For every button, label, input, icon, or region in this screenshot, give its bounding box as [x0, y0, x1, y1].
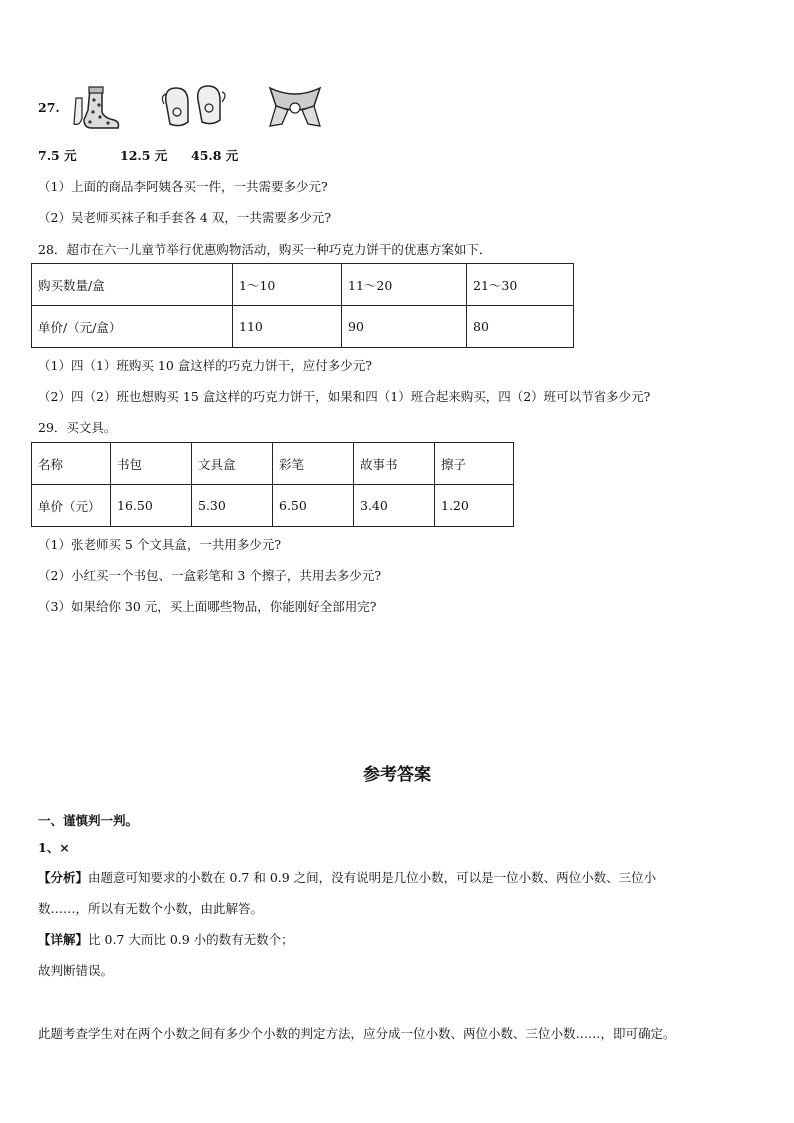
table-cell: 彩笔 — [273, 443, 354, 485]
price-socks: 7.5 元 — [38, 148, 77, 163]
table-cell: 名称 — [32, 443, 111, 485]
q29-price-table — [31, 442, 514, 527]
q28-price-table — [31, 263, 574, 348]
question-number-27: 27. — [38, 100, 60, 115]
table-cell: 5.30 — [192, 485, 273, 527]
table-cell: 6.50 — [273, 485, 354, 527]
q28-sub2: （2）四（2）班也想购买 15 盒这样的巧克力饼干，如果和四（1）班合起来购买，四（2）班可以节省多少元? — [38, 389, 651, 404]
table-cell: 80 — [467, 306, 574, 348]
detail-text: 比 0.7 大而比 0.9 小的数有无数个； — [88, 932, 294, 947]
answers-section-1: 一、谨慎判一判。 — [38, 813, 139, 828]
conclusion-text: 故判断错误。 — [38, 963, 114, 978]
table-row — [32, 264, 574, 306]
q29-title: 29．买文具。 — [38, 420, 117, 435]
table-row — [32, 443, 514, 485]
table-row — [32, 485, 514, 527]
analysis-text: 由题意可知要求的小数在 0.7 和 0.9 之间，没有说明是几位小数，可以是一位小数、两位小数、三位小 — [88, 870, 657, 885]
detail-paragraph — [38, 930, 294, 948]
table-cell: 擦子 — [435, 443, 514, 485]
table-cell: 110 — [233, 306, 342, 348]
table-cell: 单价/（元/盒） — [32, 306, 233, 348]
scarf-icon — [264, 80, 326, 132]
price-scarf: 45.8 元 — [191, 148, 239, 163]
table-cell: 故事书 — [354, 443, 435, 485]
table-row — [32, 306, 574, 348]
analysis-text-cont: 数……，所以有无数个小数，由此解答。 — [38, 901, 264, 916]
table-cell: 11～20 — [342, 264, 467, 306]
answers-heading: 参考答案 — [363, 765, 431, 785]
table-cell: 1～10 — [233, 264, 342, 306]
table-cell: 21～30 — [467, 264, 574, 306]
table-cell: 3.40 — [354, 485, 435, 527]
analysis-paragraph — [38, 868, 656, 886]
table-cell: 书包 — [111, 443, 192, 485]
q29-sub3: （3）如果给你 30 元，买上面哪些物品，你能刚好全部用完? — [38, 599, 377, 614]
table-cell: 1.20 — [435, 485, 514, 527]
answer-item-1: 1、× — [38, 840, 70, 855]
table-cell: 购买数量/盒 — [32, 264, 233, 306]
q27-sub1: （1）上面的商品李阿姨各买一件，一共需要多少元? — [38, 179, 328, 194]
summary-text: 此题考查学生对在两个小数之间有多少个小数的判定方法，应分成一位小数、两位小数、三位小数……，即可确定。 — [38, 1026, 676, 1041]
q29-sub1: （1）张老师买 5 个文具盒，一共用多少元? — [38, 537, 282, 552]
table-cell: 文具盒 — [192, 443, 273, 485]
q29-sub2: （2）小红买一个书包、一盒彩笔和 3 个擦子，共用去多少元? — [38, 568, 382, 583]
table-cell: 90 — [342, 306, 467, 348]
table-cell: 16.50 — [111, 485, 192, 527]
q28-title: 28．超市在六一儿童节举行优惠购物活动，购买一种巧克力饼干的优惠方案如下． — [38, 242, 492, 257]
socks-icon — [68, 84, 124, 132]
q28-sub1: （1）四（1）班购买 10 盒这样的巧克力饼干，应付多少元? — [38, 358, 372, 373]
analysis-label: 【分析】 — [38, 870, 89, 885]
price-mittens: 12.5 元 — [120, 148, 168, 163]
q27-sub2: （2）吴老师买袜子和手套各 4 双，一共需要多少元? — [38, 210, 332, 225]
detail-label: 【详解】 — [38, 932, 89, 947]
table-cell: 单价（元） — [32, 485, 111, 527]
mittens-icon — [160, 82, 230, 132]
